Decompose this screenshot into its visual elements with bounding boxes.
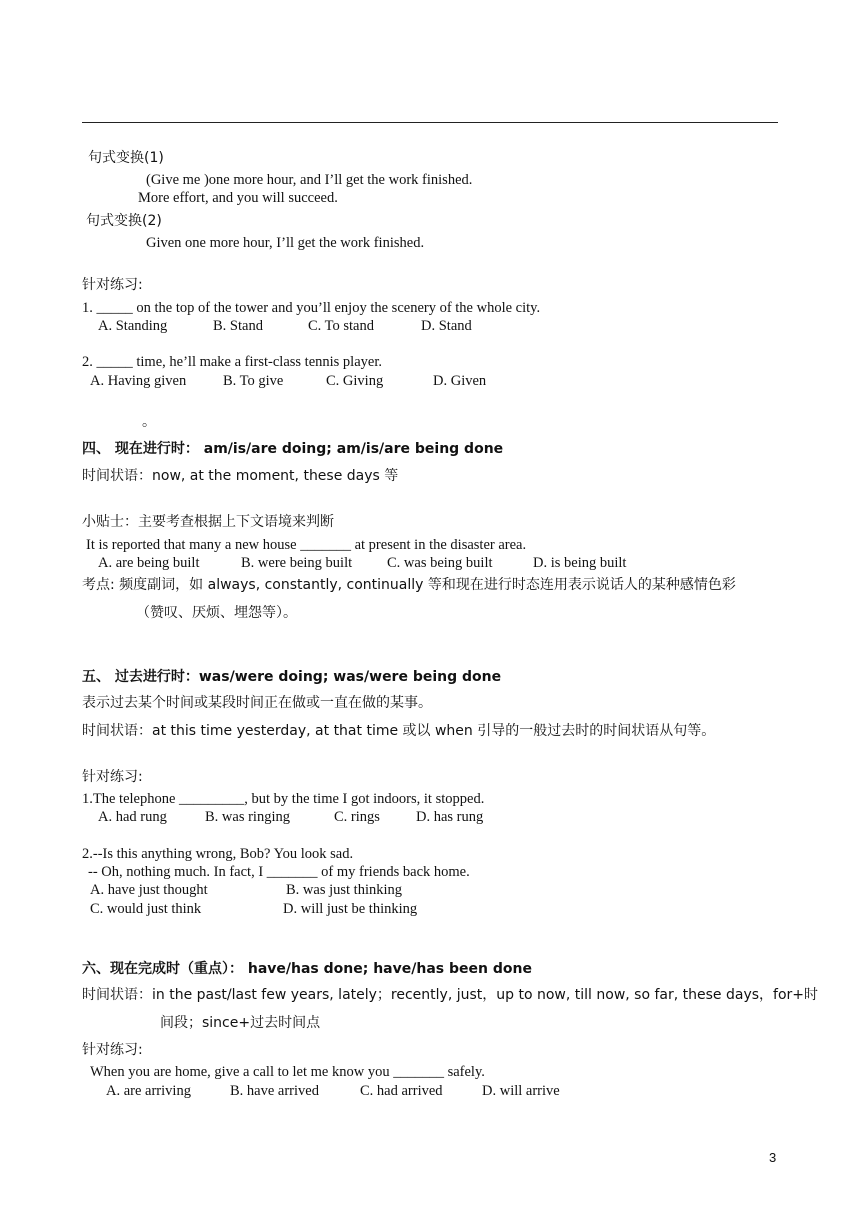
- question-text: 1. _____ on the top of the tower and you’ll enjoy the scenery of the whole city.: [82, 300, 541, 316]
- pattern1-title: 句式变换(1): [88, 150, 164, 166]
- option-a: A. are arriving: [106, 1083, 191, 1099]
- pattern1-example-1: (Give me )one more hour, and I’ll get the work finished.: [146, 172, 473, 188]
- option-d: D. has rung: [416, 809, 484, 825]
- option-a: A. Standing: [98, 318, 168, 334]
- option-c: C. rings: [334, 809, 380, 825]
- question-text: When you are home, give a call to let me know you _______ safely.: [90, 1064, 485, 1080]
- section4-heading: 四、 现在进行时： am/is/are doing; am/is/are being done: [82, 441, 504, 457]
- practice-label: 针对练习:: [82, 769, 143, 785]
- section6-time-adverbials-line2: 间段；since+过去时间点: [160, 1015, 321, 1031]
- option-a: A. Having given: [90, 373, 187, 389]
- option-c: C. Giving: [326, 373, 384, 389]
- question-text: It is reported that many a new house _______ at present in the disaster area.: [86, 537, 527, 553]
- practice-label: 针对练习:: [82, 277, 143, 293]
- pattern2-title: 句式变换(2): [86, 213, 162, 229]
- option-b: B. To give: [223, 373, 284, 389]
- option-d: D. is being built: [533, 555, 627, 571]
- pattern2-example-1: Given one more hour, I’ll get the work finished.: [146, 235, 425, 251]
- option-c: C. had arrived: [360, 1083, 443, 1099]
- option-a: A. had rung: [98, 809, 167, 825]
- option-b: B. have arrived: [230, 1083, 319, 1099]
- section6-time-adverbials-line1: 时间状语：in the past/last few years, lately；recently, just，up to now, till now, so far, these days，for+时: [82, 987, 819, 1003]
- question-text: -- Oh, nothing much. In fact, I _______ of my friends back home.: [88, 864, 470, 880]
- option-d: D. Stand: [421, 318, 472, 334]
- option-b: B. Stand: [213, 318, 263, 334]
- option-b: B. was just thinking: [286, 882, 403, 898]
- section4-point-line2: （赞叹、厌烦、埋怨等）。: [136, 605, 297, 621]
- option-a: A. are being built: [98, 555, 200, 571]
- option-b: B. was ringing: [205, 809, 290, 825]
- section5-time-adverbials: 时间状语：at this time yesterday, at that time 或以 when 引导的一般过去时的时间状语从句等。: [82, 723, 716, 739]
- option-c: C. was being built: [387, 555, 493, 571]
- question-text: 2. _____ time, he’ll make a first-class tennis player.: [82, 354, 382, 370]
- option-b: B. were being built: [241, 555, 353, 571]
- section6-heading: 六、现在完成时（重点）： have/has done; have/has been done: [82, 961, 532, 977]
- option-c: C. To stand: [308, 318, 374, 334]
- section4-tip: 小贴士：主要考查根据上下文语境来判断: [82, 514, 334, 530]
- option-d: D. Given: [433, 373, 487, 389]
- section4-point-line1: 考点: 频度副词，如 always, constantly, continually 等和现在进行时态连用表示说话人的某种感情色彩: [82, 577, 736, 593]
- page-number: 3: [769, 1150, 777, 1165]
- header-rule: [82, 122, 778, 123]
- option-a: A. have just thought: [90, 882, 208, 898]
- option-c: C. would just think: [90, 901, 202, 917]
- option-d: D. will arrive: [482, 1083, 560, 1099]
- stray-period: 。: [142, 414, 156, 430]
- section4-time-adverbials: 时间状语：now, at the moment, these days 等: [82, 468, 399, 484]
- question-text: 2.--Is this anything wrong, Bob? You look sad.: [82, 846, 354, 862]
- pattern1-example-2: More effort, and you will succeed.: [138, 190, 338, 206]
- practice-label: 针对练习:: [82, 1042, 143, 1058]
- question-text: 1.The telephone _________, but by the time I got indoors, it stopped.: [82, 791, 485, 807]
- section5-description: 表示过去某个时间或某段时间正在做或一直在做的某事。: [82, 695, 432, 711]
- option-d: D. will just be thinking: [283, 901, 418, 917]
- section5-heading: 五、 过去进行时：was/were doing; was/were being done: [82, 669, 502, 685]
